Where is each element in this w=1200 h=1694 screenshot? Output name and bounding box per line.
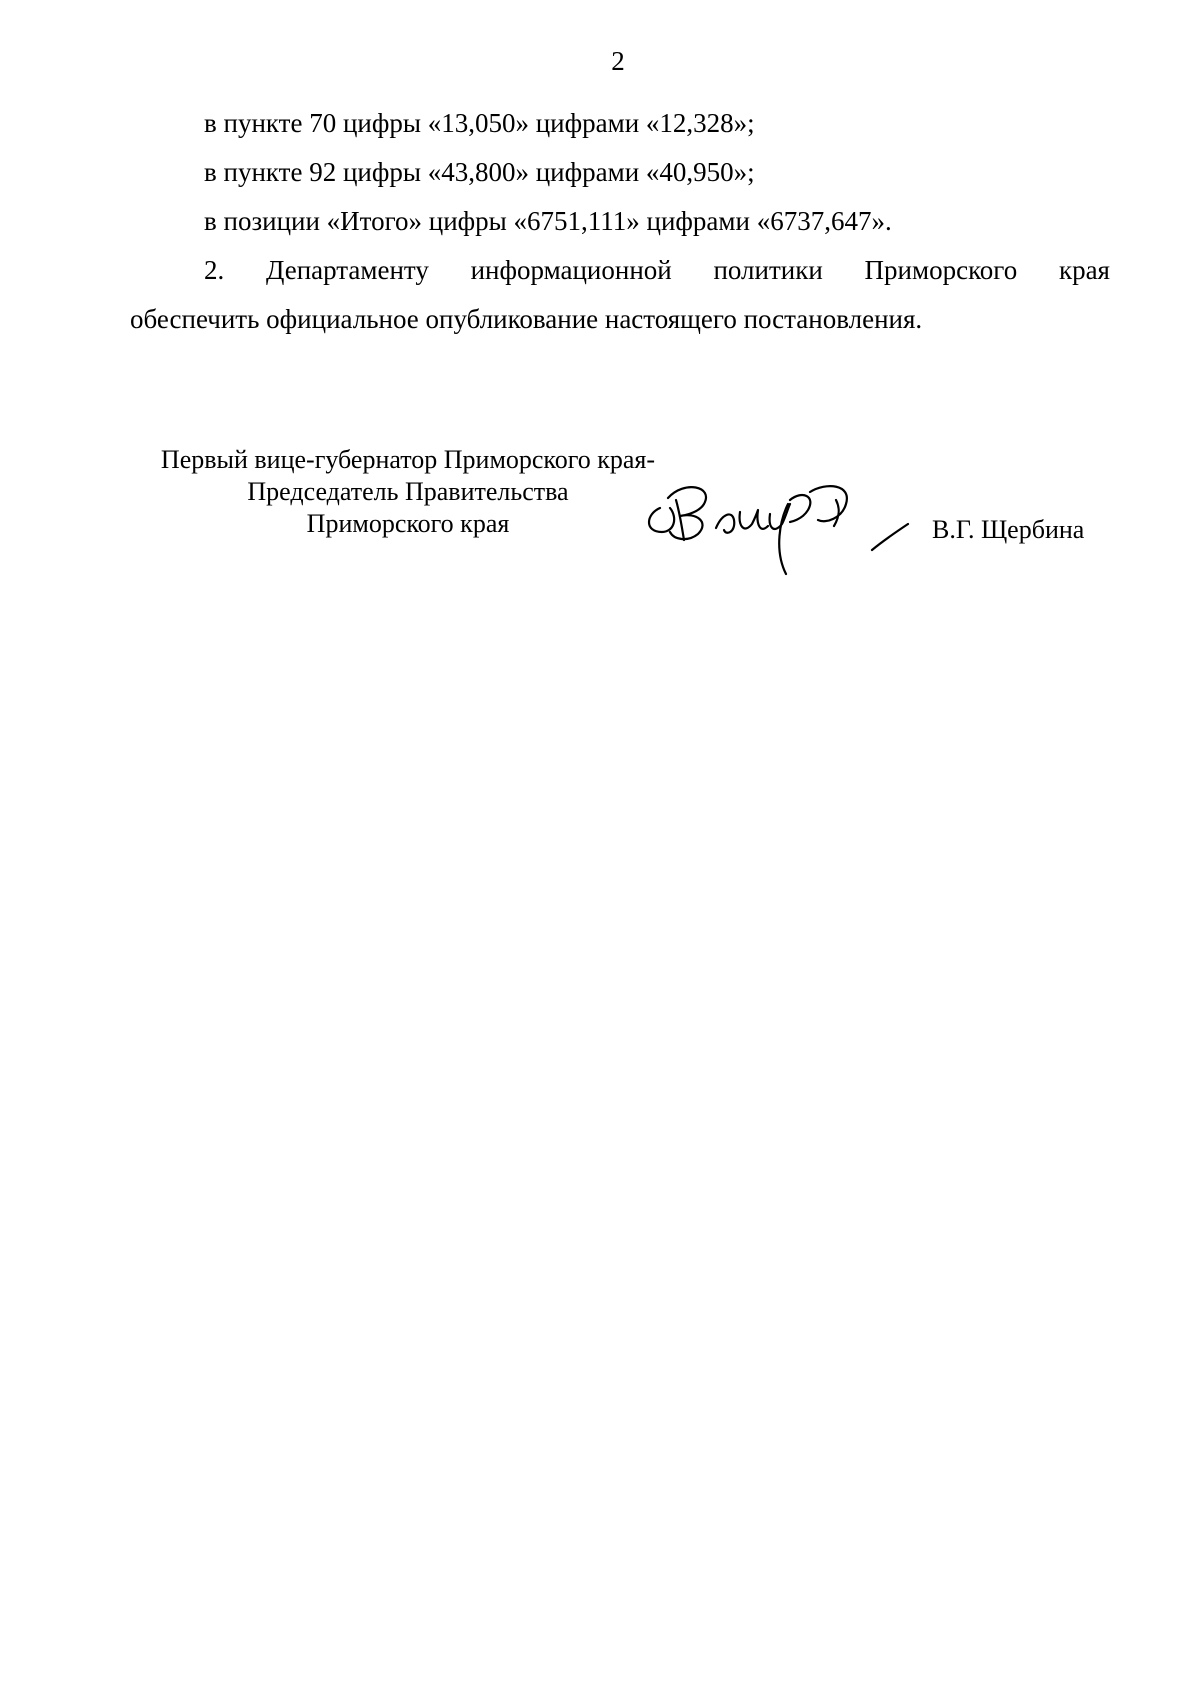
signatory-title-line: Первый вице-губернатор Приморского края- bbox=[160, 445, 656, 474]
handwritten-signature-icon bbox=[640, 470, 920, 590]
item-word: края bbox=[1058, 255, 1110, 285]
item-number: 2. bbox=[204, 255, 225, 285]
item-word: информационной bbox=[470, 255, 672, 285]
amendment-line: в позиции «Итого» цифры «6751,111» цифрами «6737,647». bbox=[204, 206, 892, 236]
signatory-title-line: Председатель Правительства bbox=[247, 477, 569, 506]
amendment-line: в пункте 70 цифры «13,050» цифрами «12,328»; bbox=[204, 108, 755, 138]
signatory-title-line: Приморского края bbox=[306, 509, 510, 538]
item-word: политики bbox=[713, 255, 823, 285]
item-2-continuation: обеспечить официальное опубликование настоящего постановления. bbox=[130, 304, 923, 334]
page-number: 2 bbox=[611, 46, 625, 76]
signatory-title bbox=[130, 444, 686, 540]
signer-name: В.Г. Щербина bbox=[932, 515, 1085, 544]
amendment-line: в пункте 92 цифры «43,800» цифрами «40,950»; bbox=[204, 157, 755, 187]
item-word: Департаменту bbox=[265, 255, 429, 285]
item-2-first-line bbox=[204, 253, 1110, 287]
item-word: Приморского bbox=[864, 255, 1018, 285]
